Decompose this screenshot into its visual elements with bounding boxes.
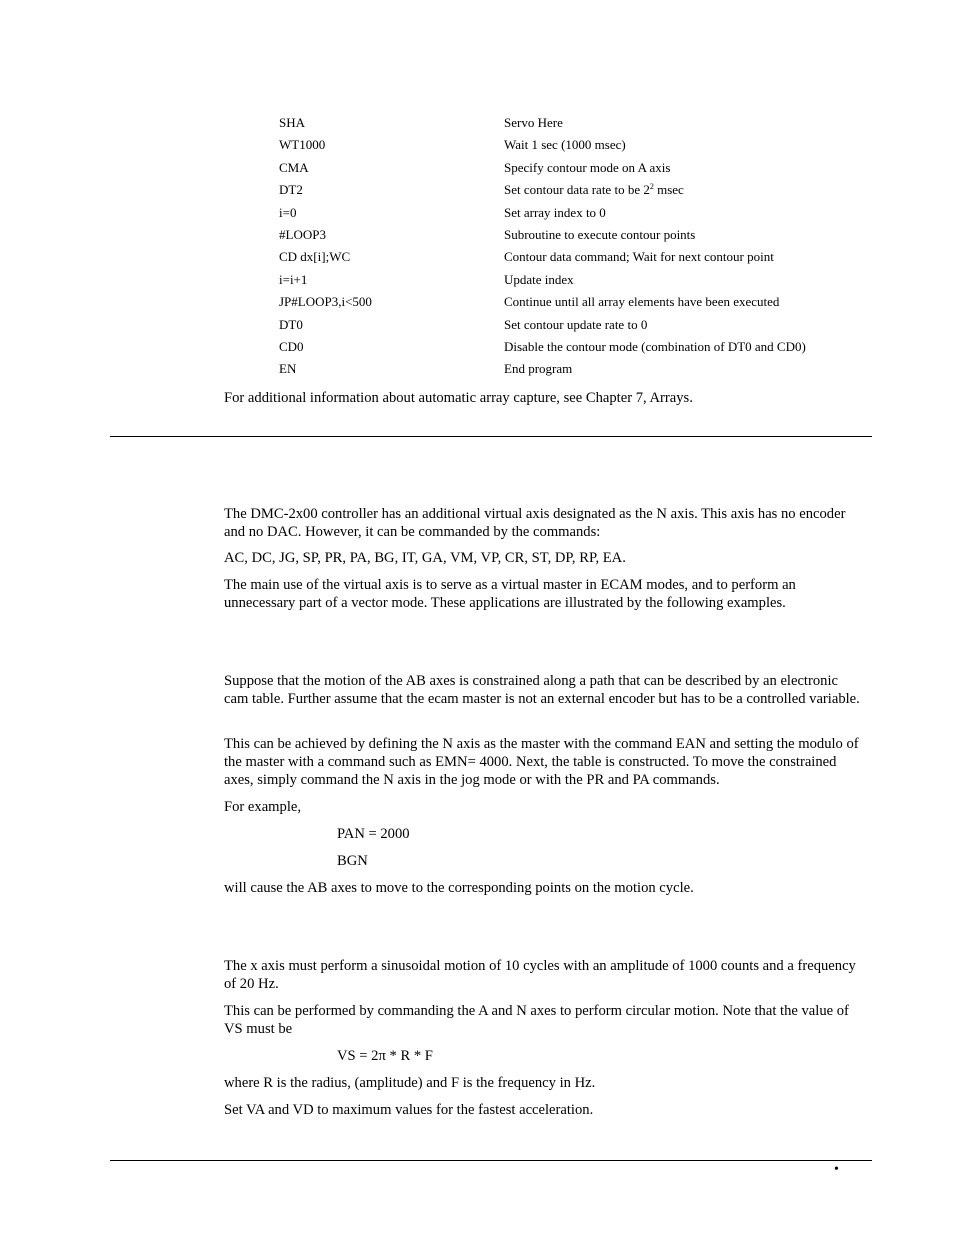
code-row	[279, 338, 879, 360]
code-row	[279, 114, 879, 136]
code-command: SHA	[279, 115, 306, 130]
code-command: DT2	[279, 182, 303, 198]
code-command: JP#LOOP3,i<500	[279, 294, 372, 310]
code-description-text: Set contour data rate to be 2	[504, 182, 650, 198]
code-command: EN	[279, 361, 297, 377]
code-description-text: Set array index to 0	[504, 204, 606, 220]
code-row	[279, 316, 879, 338]
code-description	[504, 338, 806, 356]
footer-bullet: •	[834, 1162, 839, 1177]
code-pan: PAN = 2000	[337, 826, 410, 842]
code-description	[504, 181, 684, 199]
code-row	[279, 136, 879, 158]
code-description	[504, 136, 626, 154]
code-description-text: Disable the contour mode (combination of DT0 and CD0)	[504, 338, 806, 354]
code-description-text: Specify contour mode on A axis	[504, 159, 671, 175]
code-description-text: Subroutine to execute contour points	[504, 226, 696, 242]
footer-divider	[110, 1160, 872, 1161]
virtual-axis-commands: AC, DC, JG, SP, PR, PA, BG, IT, GA, VM, VP, CR, ST, DP, RP, EA.	[224, 550, 626, 566]
code-row	[279, 226, 879, 248]
code-row	[279, 181, 879, 203]
sine-paragraph-1: The x axis must perform a sinusoidal motion of 10 cycles with an amplitude of 1000 counts and a frequency of 20 Hz.	[224, 958, 856, 992]
code-row	[279, 293, 879, 315]
virtual-axis-use: The main use of the virtual axis is to serve as a virtual master in ECAM modes, and to perform an unnecessary part of a vector mode. These applications are illustrated by the following examples.	[224, 577, 796, 611]
exponent: 2	[649, 182, 654, 192]
code-command: i=0	[279, 204, 297, 220]
code-description	[504, 360, 572, 378]
code-command: DT0	[279, 316, 303, 332]
code-description-text: Set contour update rate to 0	[504, 316, 648, 332]
code-row	[279, 248, 879, 270]
code-bgn: BGN	[337, 853, 368, 869]
code-description-text: Update index	[504, 271, 574, 287]
code-description	[504, 204, 606, 222]
contour-program-table	[279, 114, 879, 383]
code-description	[504, 226, 695, 244]
code-command: CD dx[i];WC	[279, 249, 351, 265]
code-description	[504, 271, 574, 289]
array-capture-note: For additional information about automatic array capture, see Chapter 7, Arrays.	[224, 390, 693, 406]
code-description	[504, 248, 774, 266]
code-description-text: Servo Here	[504, 115, 563, 130]
code-description-text: End program	[504, 361, 573, 377]
code-description-text: Wait 1 sec (1000 msec)	[504, 137, 626, 153]
code-row	[279, 159, 879, 181]
code-command: i=i+1	[279, 271, 308, 287]
ecam-paragraph-2: This can be achieved by defining the N axis as the master with the command EAN and setting the modulo of the master with a command such as EMN= 4000. Next, the table is constructed. To move the constrained axes, simply command the N axis in the jog mode or with the PR and PA commands.	[224, 736, 859, 788]
for-example-label: For example,	[224, 799, 302, 815]
where-paragraph: where R is the radius, (amplitude) and F is the frequency in Hz.	[224, 1075, 596, 1091]
ecam-paragraph-1: Suppose that the motion of the AB axes is constrained along a path that can be described by an electronic cam table. Further assume that the ecam master is not an external encoder but has to be a controlled variable.	[224, 673, 860, 707]
code-description-text: Contour data command; Wait for next contour point	[504, 249, 774, 265]
code-row	[279, 271, 879, 293]
vs-formula: VS = 2π * R * F	[337, 1048, 433, 1064]
section-divider	[110, 436, 872, 437]
code-row	[279, 360, 879, 382]
code-description	[504, 114, 563, 132]
sine-paragraph-2: This can be performed by commanding the A and N axes to perform circular motion. Note that the value of VS must be	[224, 1003, 849, 1037]
code-description-suffix: msec	[653, 182, 684, 198]
code-command: WT1000	[279, 137, 326, 153]
code-command: CD0	[279, 338, 304, 354]
set-va-paragraph: Set VA and VD to maximum values for the fastest acceleration.	[224, 1102, 594, 1118]
code-description-text: Continue until all array elements have been executed	[504, 294, 780, 310]
ecam-result: will cause the AB axes to move to the corresponding points on the motion cycle.	[224, 880, 694, 896]
code-description	[504, 316, 647, 334]
code-command: CMA	[279, 159, 309, 175]
code-row	[279, 204, 879, 226]
virtual-axis-intro: The DMC-2x00 controller has an additional virtual axis designated as the N axis. This axis has no encoder and no DAC. However, it can be commanded by the commands:	[224, 506, 846, 540]
code-description	[504, 159, 670, 177]
code-description	[504, 293, 779, 311]
code-command: #LOOP3	[279, 226, 326, 242]
